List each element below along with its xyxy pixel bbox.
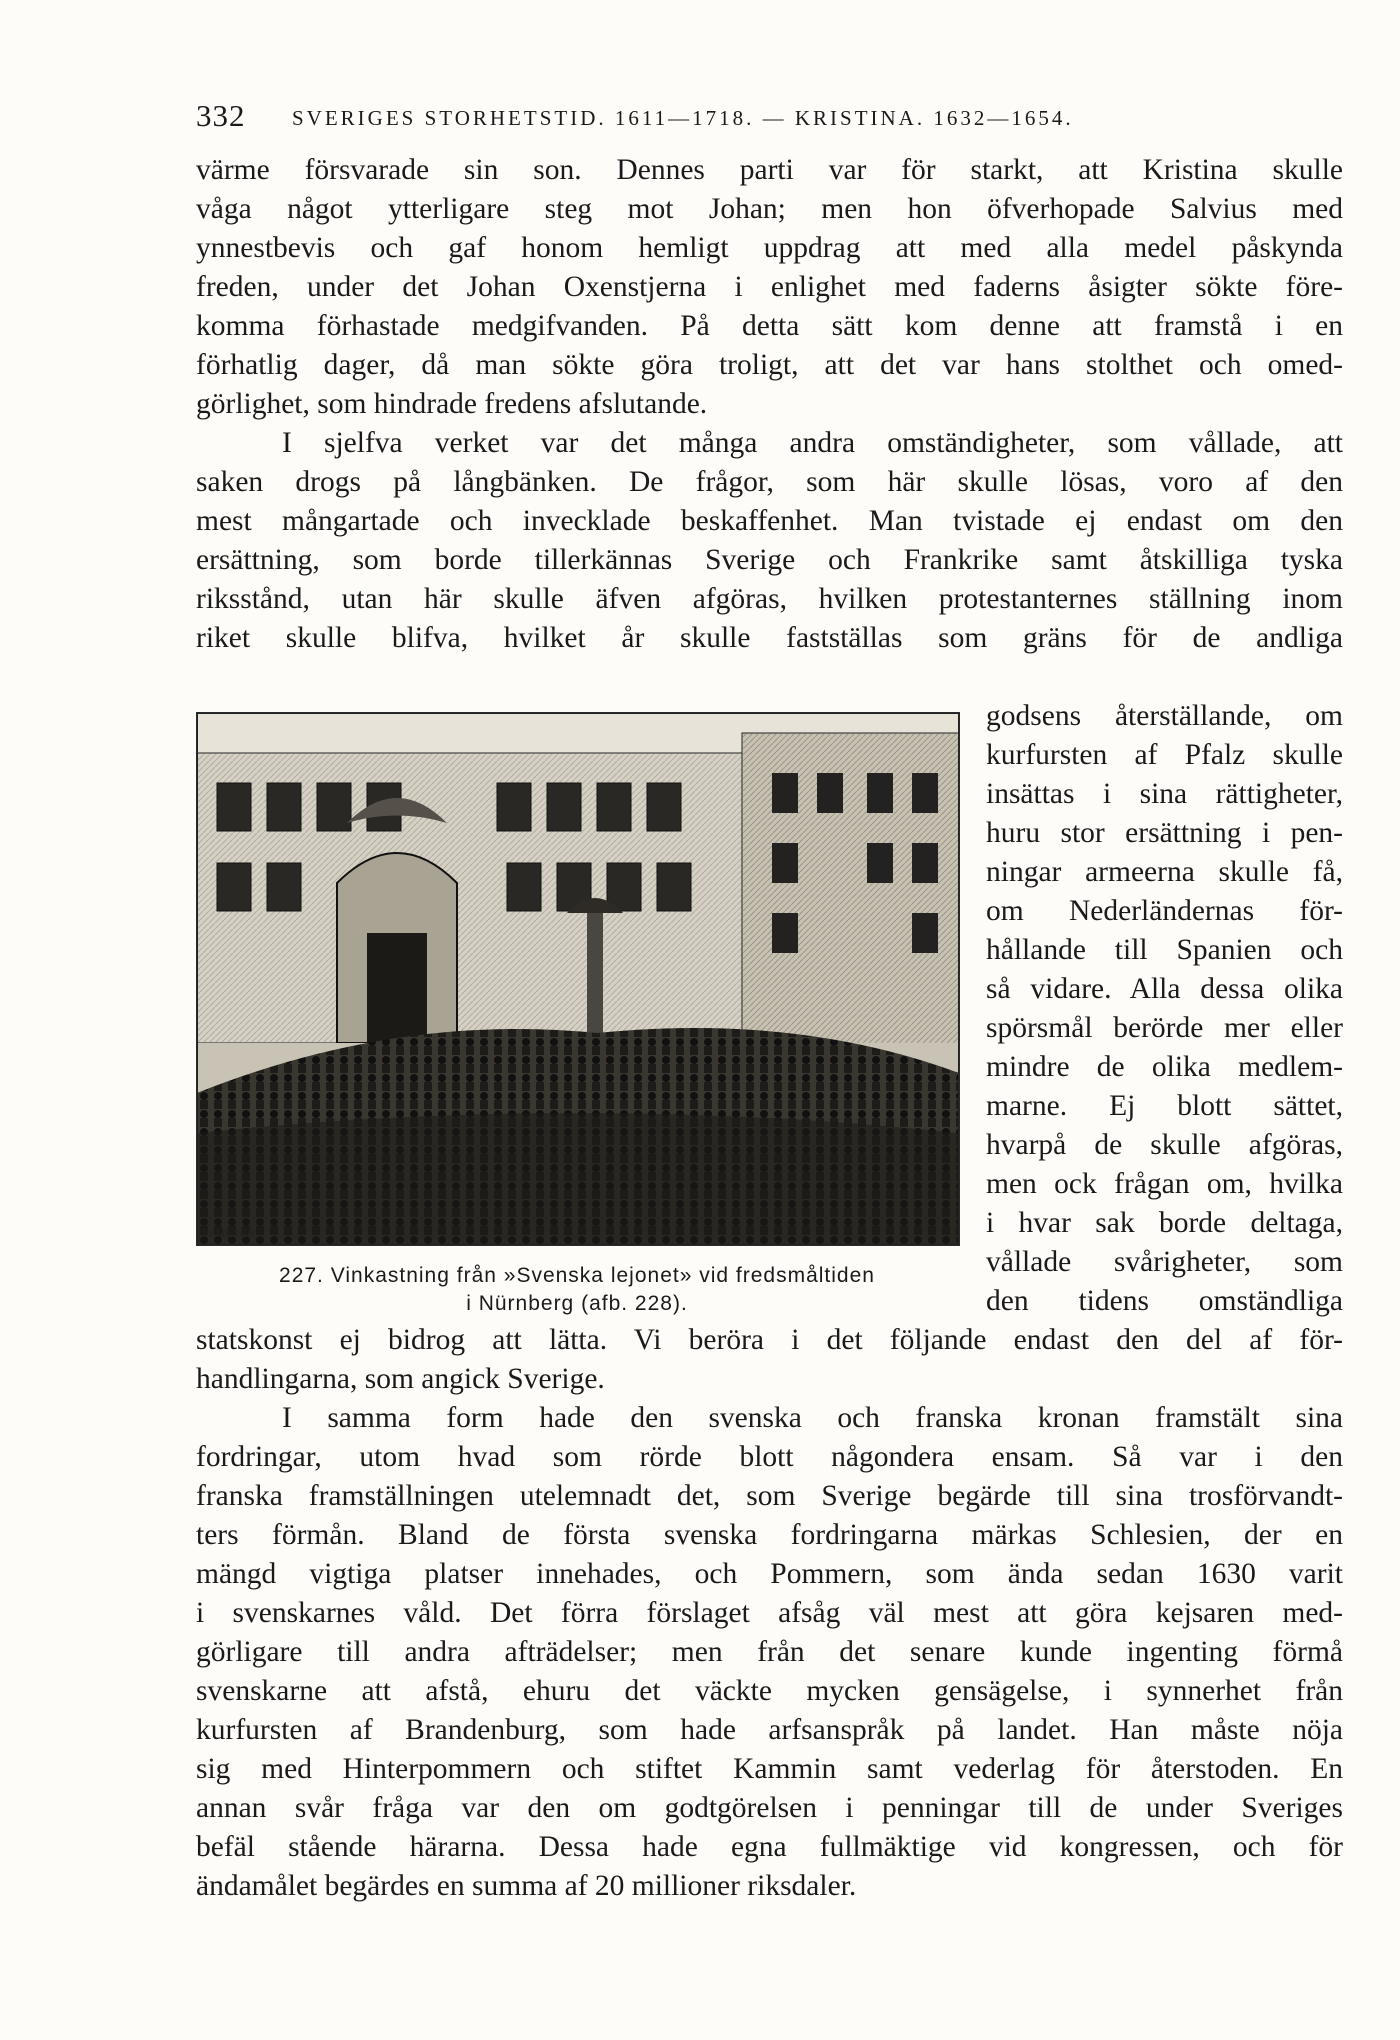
text-line: hållande till Spanien och [986,934,1343,966]
text-line: görligare till andra afträdelser; men från det senare kunde ingenting förmå [196,1636,1343,1668]
text-line: insättas i sina rättigheter, [986,778,1343,810]
engraving-drawing [197,713,959,1245]
text-line: i svenskarnes våld. Det förra förslaget afsåg väl mest att göra kejsaren med- [196,1597,1343,1629]
text-line: ändamålet begärdes en summa af 20 millioner riksdaler. [196,1870,857,1902]
text-line: befäl stående härarna. Dessa hade egna fullmäktige vid kongressen, och för [196,1831,1343,1863]
text-line: fordringar, utom hvad som rörde blott någondera ensam. Så var i den [196,1441,1343,1473]
text-line: om Nederländernas för- [986,895,1343,927]
text-line: godsens återställande, om [986,700,1343,732]
figure-caption-line: 227. Vinkastning från »Svenska lejonet» vid fredsmåltiden [279,1264,875,1287]
text-line: komma förhastade medgifvanden. På detta sätt kom denne att framstå i en [196,310,1343,342]
engraving-illustration [196,712,960,1246]
text-line: marne. Ej blott sättet, [986,1090,1343,1122]
figure-caption [196,1262,958,1318]
text-line: saken drogs på långbänken. De frågor, som här skulle lösas, voro af den [196,466,1343,498]
text-line: kurfursten af Pfalz skulle [986,739,1343,771]
text-line: vållade svårigheter, som [986,1246,1343,1278]
page-number: 332 [196,98,246,133]
text-line: franska framställningen utelemnadt det, som Sverige begärde till sina trosförvandt- [196,1480,1343,1512]
text-line: annan svår fråga var den om godtgörelsen i penningar till de under Sveriges [196,1792,1343,1824]
text-line: riksstånd, utan här skulle äfven afgöras, hvilken protestanternes ställning inom [196,583,1343,615]
text-line: sig med Hinterpommern och stiftet Kammin samt vederlag för återstoden. En [196,1753,1343,1785]
text-line: freden, under det Johan Oxenstjerna i enlighet med faderns åsigter sökte före- [196,271,1343,303]
text-line: görlighet, som hindrade fredens afslutande. [196,388,708,420]
text-line: ters förmån. Bland de första svenska fordringarna märkas Schlesien, der en [196,1519,1343,1551]
text-line: våga något ytterligare steg mot Johan; men hon öfverhopade Salvius med [196,193,1343,225]
text-line: spörsmål berörde mer eller [986,1012,1343,1044]
text-line: så vidare. Alla dessa olika [986,973,1343,1005]
text-line: ynnestbevis och gaf honom hemligt uppdrag att med alla medel påskynda [196,232,1343,264]
text-line: kurfursten af Brandenburg, som hade arfsanspråk på landet. Han måste nöja [196,1714,1343,1746]
text-line: i hvar sak borde deltaga, [986,1207,1343,1239]
text-line: hvarpå de skulle afgöras, [986,1129,1343,1161]
text-line: men ock frågan om, hvilka [986,1168,1343,1200]
engraver-signature: W.MEYER. [203,1228,259,1240]
text-line: ersättning, som borde tillerkännas Sverige och Frankrike samt åtskilliga tyska [196,544,1343,576]
text-line: mängd vigtiga platser innehades, och Pommern, som ända sedan 1630 varit [196,1558,1343,1590]
text-line: svenskarne att afstå, ehuru det väckte mycken gensägelse, i synnerhet från [196,1675,1343,1707]
text-line: den tidens omständliga [986,1285,1343,1317]
running-header [196,98,1236,138]
text-line: I sjelfva verket var det många andra omständigheter, som vållade, att [282,427,1343,459]
text-line: värme försvarade sin son. Dennes parti var för starkt, att Kristina skulle [196,154,1343,186]
text-line: mindre de olika medlem- [986,1051,1343,1083]
text-line: förhatlig dager, då man sökte göra troligt, att det var hans stolthet och omed- [196,349,1343,381]
text-line: I samma form hade den svenska och franska kronan framstält sina [282,1402,1343,1434]
text-line: riket skulle blifva, hvilket år skulle fastställas som gräns för de andliga [196,622,1343,654]
text-line: mest mångartade och invecklade beskaffenhet. Man tvistade ej endast om den [196,505,1343,537]
text-line: handlingarna, som angick Sverige. [196,1363,605,1395]
running-title: SVERIGES STORHETSTID. 1611—1718. — KRISTINA. 1632—1654. [292,106,1074,130]
text-line: ningar armeerna skulle få, [986,856,1343,888]
figure-caption-line: i Nürnberg (afb. 228). [466,1292,688,1315]
text-line: statskonst ej bidrog att lätta. Vi beröra i det följande endast den del af för- [196,1324,1343,1356]
text-line: huru stor ersättning i pen- [986,817,1343,849]
